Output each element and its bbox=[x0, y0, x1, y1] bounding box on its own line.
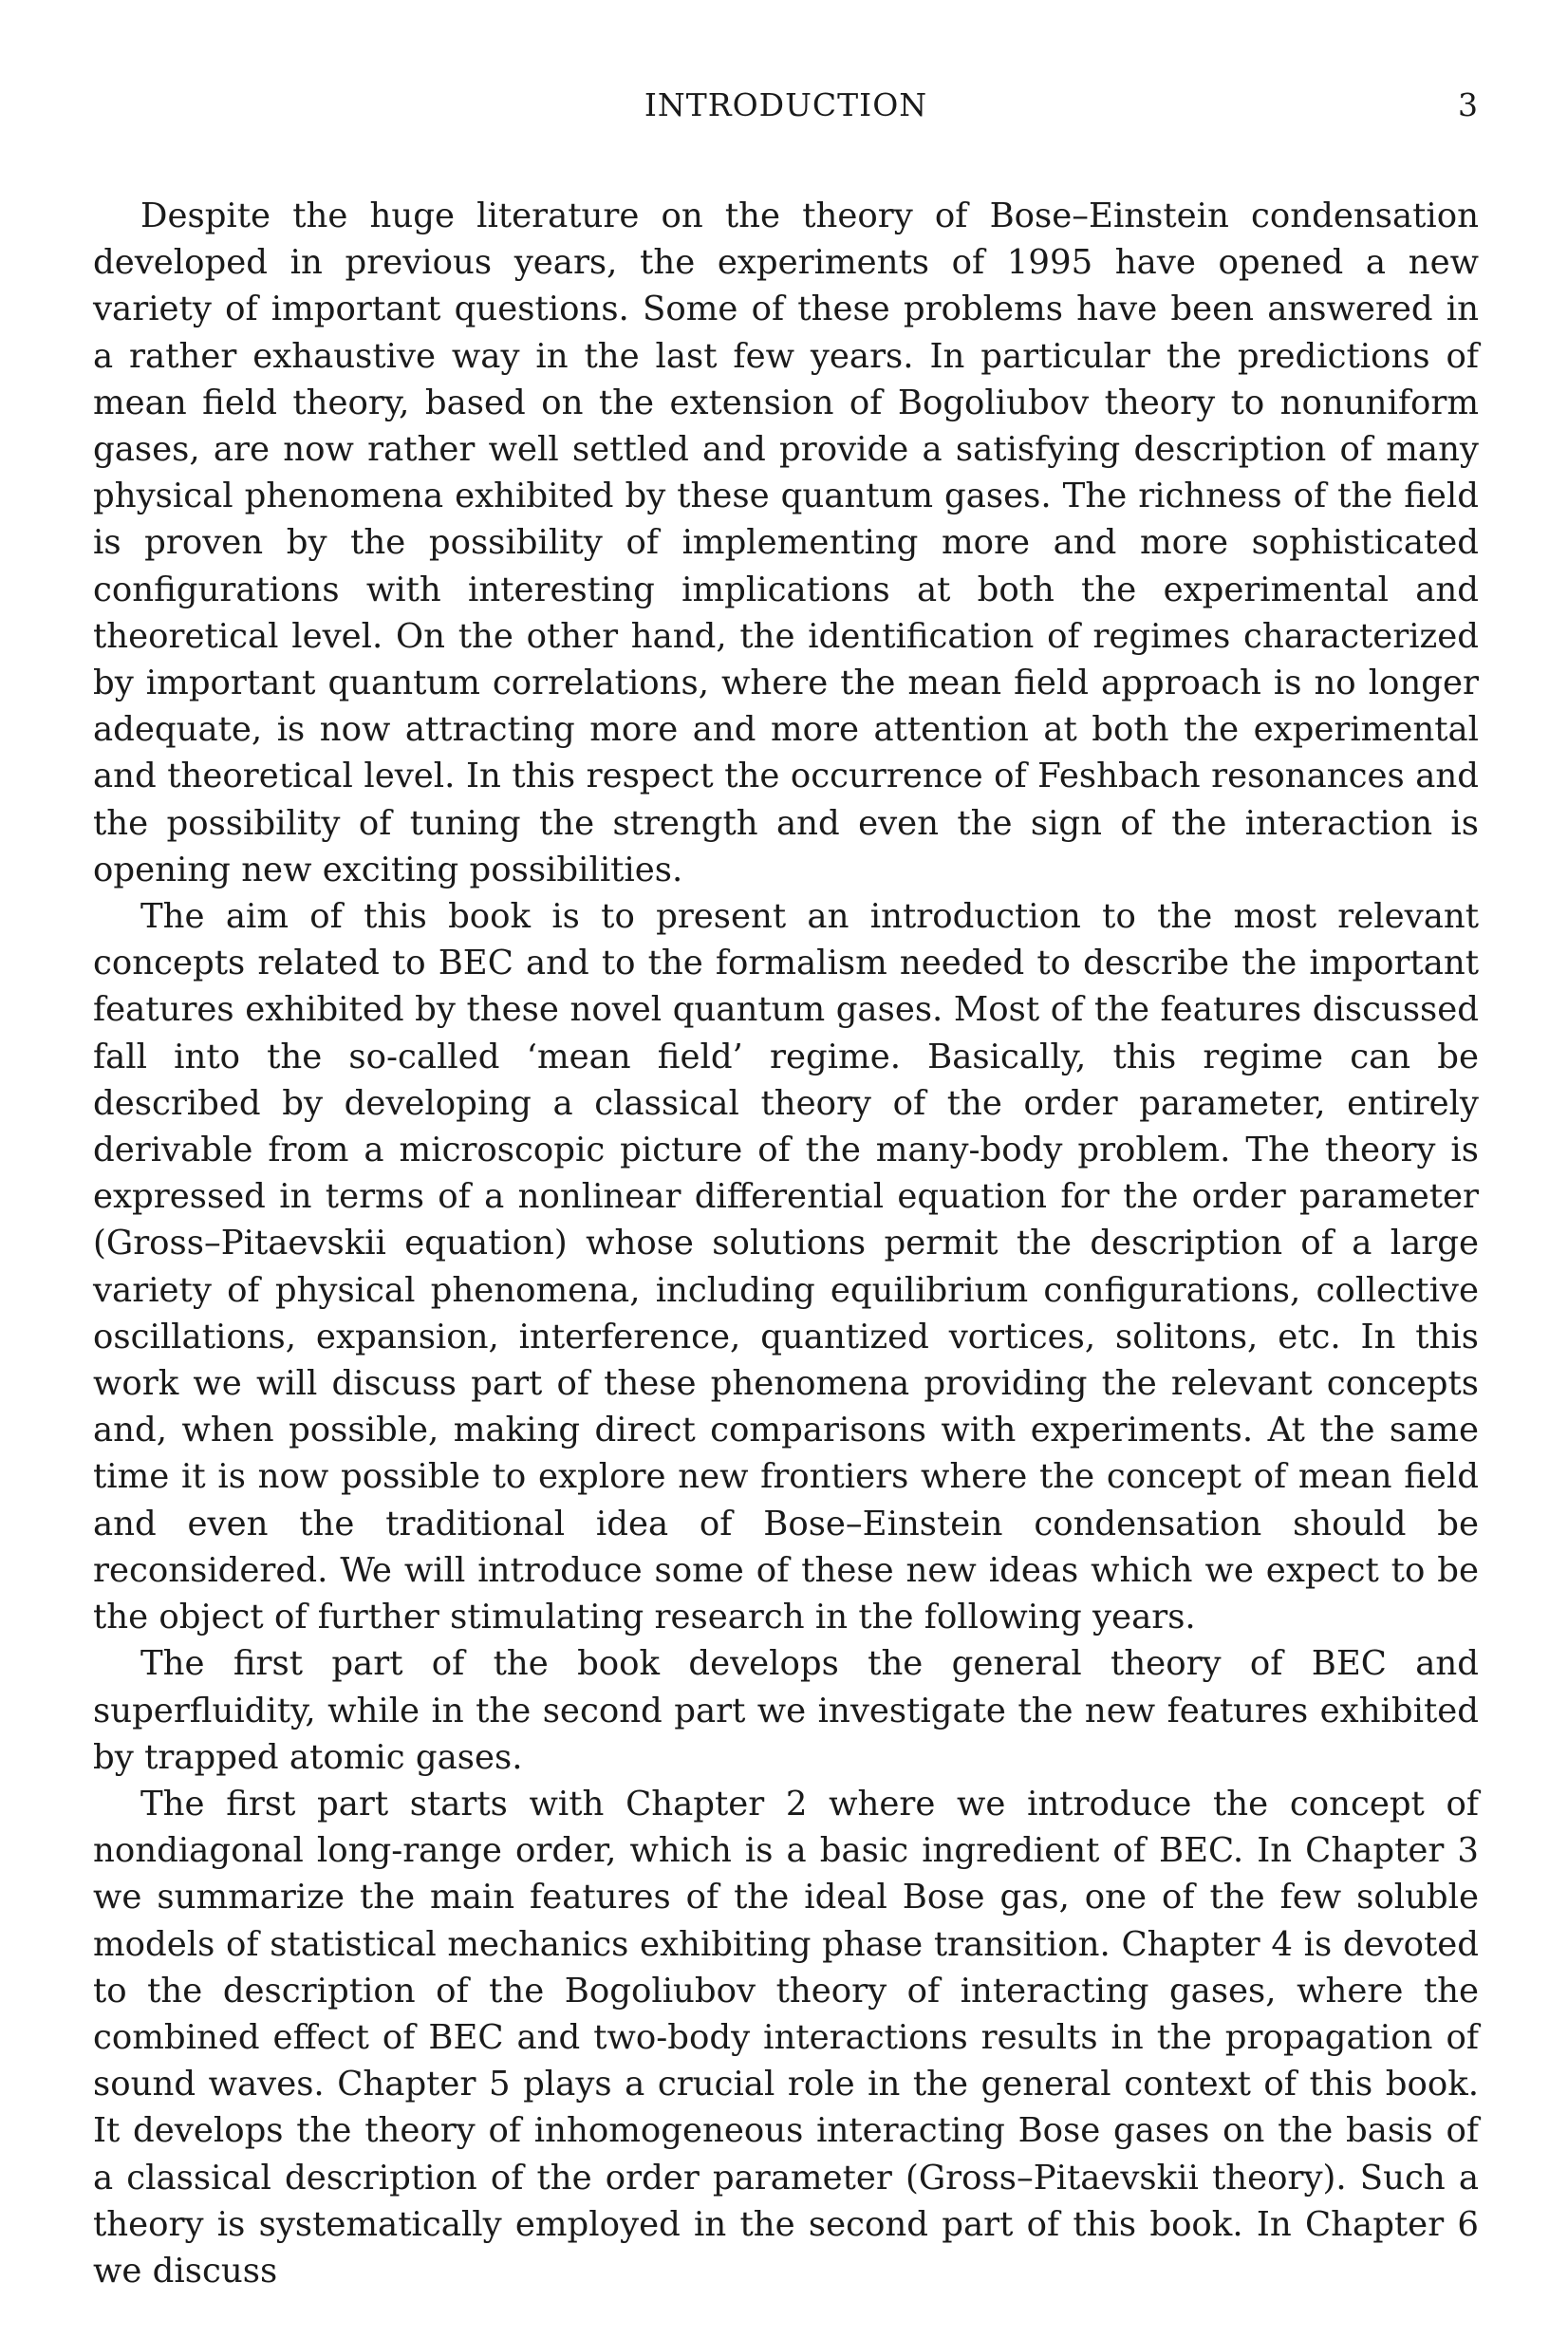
book-page bbox=[93, 81, 1479, 2294]
paragraph-1: Despite the huge literature on the theory of Bose–Einstein condensation developed in previous years, the experiments of 1995 have opened a new variety of important questions. Some of these problems have been answered in a rather exhaustive way in the last few years. In particular the predictions of mean field theory, based on the extension of Bogoliubov theory to nonuniform gases, are now rather well settled and provide a satisfying description of many physical phenomena exhibited by these quantum gases. The richness of the field is proven by the possibility of implementing more and more sophisticated configurations with interesting implications at both the experimental and theoretical level. On the other hand, the identification of regimes characterized by important quantum correlations, where the mean field approach is no longer adequate, is now attracting more and more attention at both the experimental and theoretical level. In this respect the occurrence of Feshbach resonances and the possibility of tuning the strength and even the sign of the interaction is opening new exciting possibilities. bbox=[93, 196, 1479, 889]
running-header bbox=[93, 81, 1479, 138]
page-number: 3 bbox=[1458, 86, 1479, 123]
paragraph-4: The first part starts with Chapter 2 where we introduce the concept of nondiagonal long-range order, which is a basic ingredient of BEC. In Chapter 3 we summarize the main features of the ideal Bose gas, one of the few soluble models of statistical mechanics exhibiting phase transition. Chapter 4 is devoted to the description of the Bogoliubov theory of interacting gases, where the combined effect of BEC and two-body interactions results in the propagation of sound waves. Chapter 5 plays a crucial role in the general context of this book. It develops the theory of inhomogeneous interacting Bose gases on the basis of a classical description of the order parameter (Gross–Pitaevskii theory). Such a theory is systematically employed in the second part of this book. In Chapter 6 we discuss bbox=[93, 1784, 1479, 2291]
paragraph-3: The first part of the book develops the general theory of BEC and superfluidity, while in the second part we investigate the new features exhibited by trapped atomic gases. bbox=[93, 1644, 1479, 1777]
paragraph-2: The aim of this book is to present an introduction to the most relevant concepts related to BEC and to the formalism needed to describe the important features exhibited by these novel quantum gases. Most of the features discussed fall into the so-called ‘mean field’ regime. Basically, this regime can be described by developing a classical theory of the order parameter, entirely derivable from a microscopic picture of the many-body problem. The theory is expressed in terms of a nonlinear differential equation for the order parameter (Gross–Pitaevskii equation) whose solutions permit the description of a large variety of physical phenomena, including equilibrium configurations, collective oscillations, expansion, interference, quantized vortices, solitons, etc. In this work we will discuss part of these phenomena providing the relevant concepts and, when possible, making direct comparisons with experiments. At the same time it is now possible to explore new frontiers where the concept of mean field and even the traditional idea of Bose–Einstein condensation should be reconsidered. We will introduce some of these new ideas which we expect to be the object of further stimulating research in the following years. bbox=[93, 897, 1479, 1637]
body-text bbox=[93, 193, 1479, 2294]
running-title: INTRODUCTION bbox=[644, 86, 928, 123]
